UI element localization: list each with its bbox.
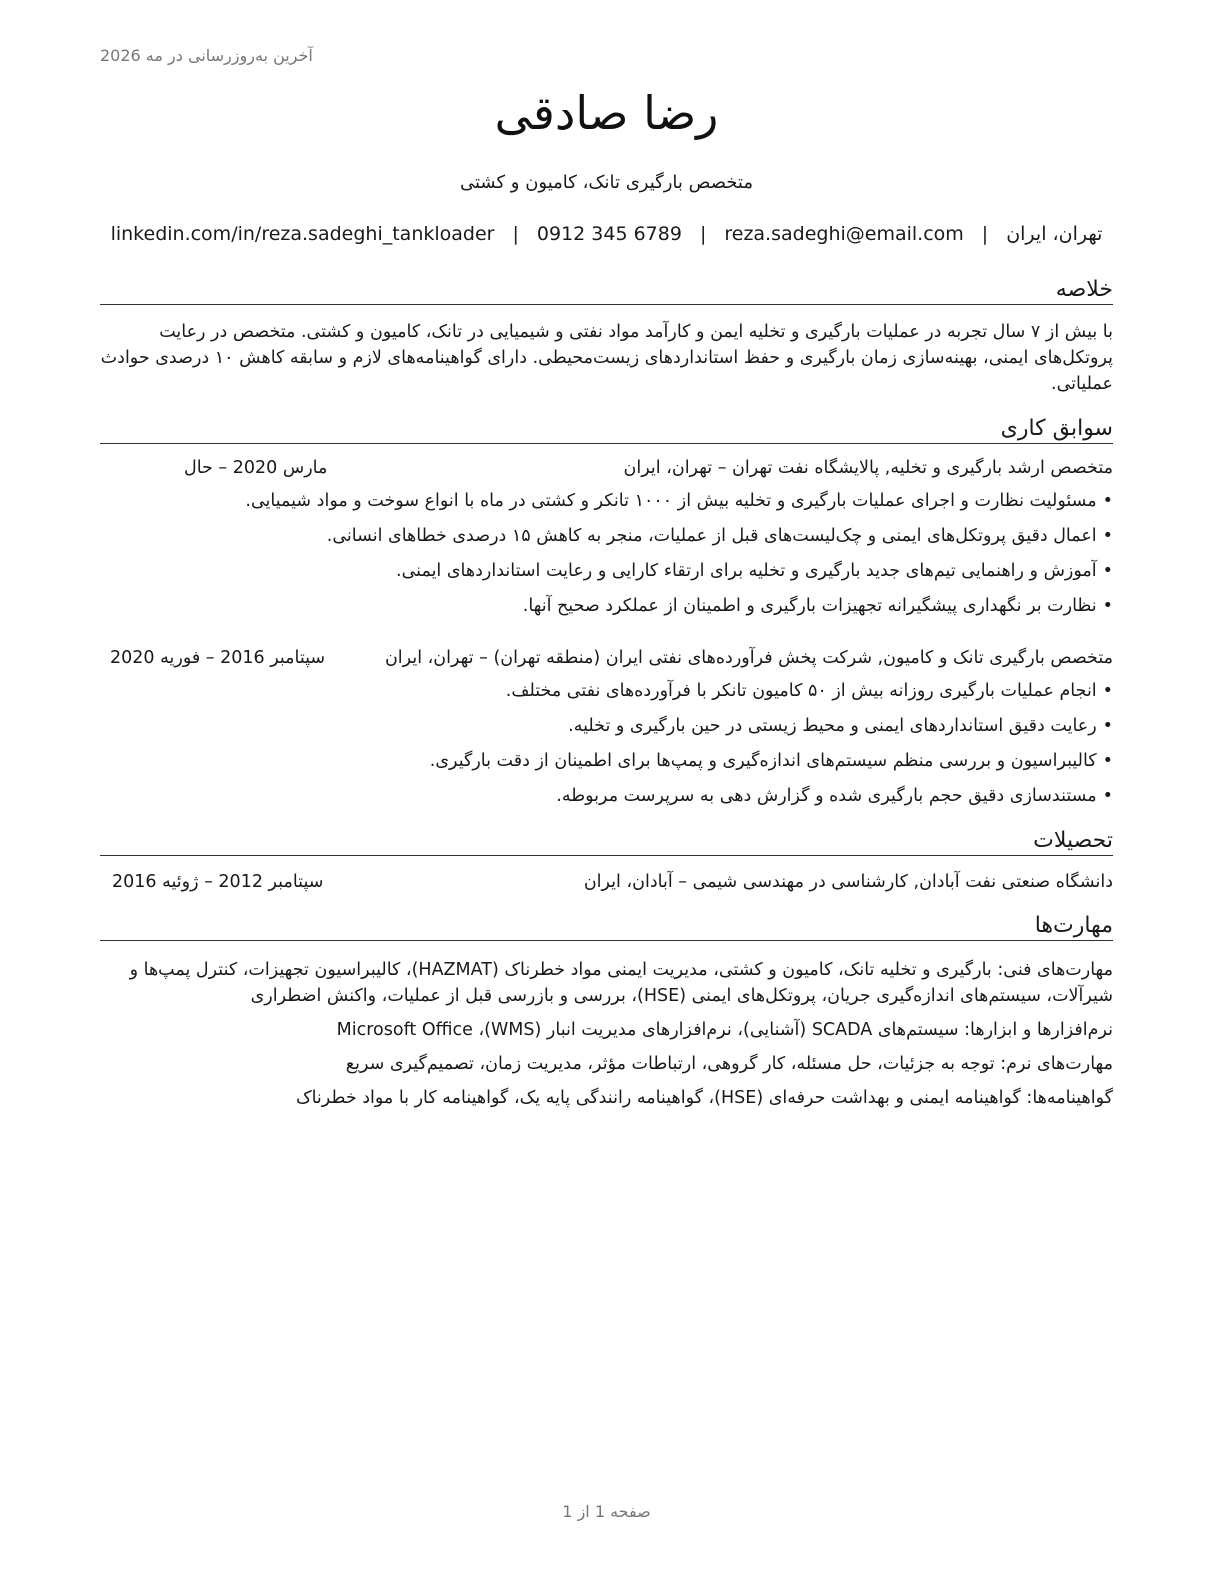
contact-separator: | xyxy=(699,223,707,245)
education-heading: تحصیلات xyxy=(100,828,1113,856)
job-title: متخصص بارگیری تانک و کامیون, شرکت پخش فرآورده‌های نفتی ایران (منطقه تهران) – تهران، ایران xyxy=(384,648,1113,668)
contact-location: تهران، ایران xyxy=(1006,223,1103,245)
job-dates: سپتامبر 2016 – فوریه 2020 xyxy=(110,648,326,668)
candidate-title: متخصص بارگیری تانک، کامیون و کشتی xyxy=(460,172,753,193)
job-bullet: •اعمال دقیق پروتکل‌های ایمنی و چک‌لیست‌های قبل از عملیات، منجر به کاهش ۱۵ درصدی خطاهای انسانی. xyxy=(326,526,1113,546)
contact-separator: | xyxy=(512,223,519,245)
experience-heading: سوابق کاری xyxy=(100,416,1113,444)
contact-email[interactable]: reza.sadeghi@email.com xyxy=(724,223,964,245)
skills-soft: مهارت‌های نرم: توجه به جزئیات، حل مسئله، کار گروهی، ارتباطات مؤثر، مدیریت زمان، تصمیم‌گیری سریع xyxy=(345,1054,1113,1074)
job-bullet: •کالیبراسیون و بررسی منظم سیستم‌های اندازه‌گیری و پمپ‌ها برای اطمینان از دقت بارگیری. xyxy=(429,751,1113,771)
contact-linkedin[interactable]: linkedin.com/in/reza.sadeghi_tankloader xyxy=(110,223,495,245)
job-title: متخصص ارشد بارگیری و تخلیه, پالایشگاه نفت تهران – تهران، ایران xyxy=(623,458,1113,478)
contact-phone[interactable]: 0912 345 6789 xyxy=(536,223,682,245)
job-bullet: •نظارت بر نگهداری پیشگیرانه تجهیزات بارگیری و اطمینان از عملکرد صحیح آنها. xyxy=(522,596,1113,616)
contact-separator: | xyxy=(981,223,989,245)
job-bullets xyxy=(100,488,1113,628)
job-bullet: •انجام عملیات بارگیری روزانه بیش از ۵۰ کامیون تانکر با فرآورده‌های نفتی مختلف. xyxy=(505,681,1113,701)
education-title: دانشگاه صنعتی نفت آبادان, کارشناسی در مهندسی شیمی – آبادان، ایران xyxy=(583,872,1113,892)
contact-line xyxy=(100,223,1113,245)
resume-page xyxy=(100,0,1113,1584)
job-bullet: •مسئولیت نظارت و اجرای عملیات بارگیری و تخلیه بیش از ۱۰۰۰ تانکر و کشتی در ماه با انواع سوخت و مواد شیمیایی. xyxy=(245,491,1113,511)
job-bullet: •رعایت دقیق استانداردهای ایمنی و محیط زیستی در حین بارگیری و تخلیه. xyxy=(568,716,1113,736)
job-bullet: •آموزش و راهنمایی تیم‌های جدید بارگیری و تخلیه برای ارتقاء کارایی و رعایت استانداردهای ایمنی. xyxy=(396,561,1113,581)
candidate-name: رضا صادقی xyxy=(494,86,719,140)
skills-heading: مهارت‌ها xyxy=(100,913,1113,941)
education-entry xyxy=(100,872,1113,898)
job-header xyxy=(100,648,1113,674)
skills-software: نرم‌افزارها و ابزارها: سیستم‌های SCADA (آشنایی)، نرم‌افزارهای مدیریت انبار (WMS)، Microsoft Office xyxy=(336,1020,1113,1040)
page-number: صفحه 1 از 1 xyxy=(562,1502,651,1521)
job-bullets xyxy=(100,678,1113,818)
skills-certifications: گواهینامه‌ها: گواهینامه ایمنی و بهداشت حرفه‌ای (HSE)، گواهینامه رانندگی پایه یک، گواهینامه کار با مواد خطرناک xyxy=(295,1088,1113,1108)
summary-heading: خلاصه xyxy=(100,277,1113,305)
job-dates: مارس 2020 – حال xyxy=(184,458,328,478)
skills-technical: مهارت‌های فنی: بارگیری و تخلیه تانک، کامیون و کشتی، مدیریت ایمنی مواد خطرناک (HAZMAT)، کالیبراسیون تجهیزات، کنترل پمپ‌ها و شیرآلات، سیستم‌های اندازه‌گیری جریان، پروتکل‌های ایمنی (HSE)، بررسی و بازرسی قبل از عملیات، واکنش اضطراری xyxy=(129,960,1113,1006)
education-dates: سپتامبر 2012 – ژوئیه 2016 xyxy=(112,872,324,892)
summary-text: با بیش از ۷ سال تجربه در عملیات بارگیری و تخلیه ایمن و کارآمد مواد نفتی و شیمیایی در تانک، کامیون و کشتی. متخصص در رعایت پروتکل‌های ایمنی، بهینه‌سازی زمان بارگیری و حفظ استانداردهای زیست‌محیطی. دارای گواهینامه‌های لازم و سابقه کاهش ۱۰ درصدی حوادث عملیاتی. xyxy=(100,322,1113,394)
last-updated: آخرین به‌روزرسانی در مه 2026 xyxy=(100,46,313,65)
job-bullet: •مستندسازی دقیق حجم بارگیری شده و گزارش دهی به سرپرست مربوطه. xyxy=(556,786,1113,806)
job-header xyxy=(100,458,1113,484)
